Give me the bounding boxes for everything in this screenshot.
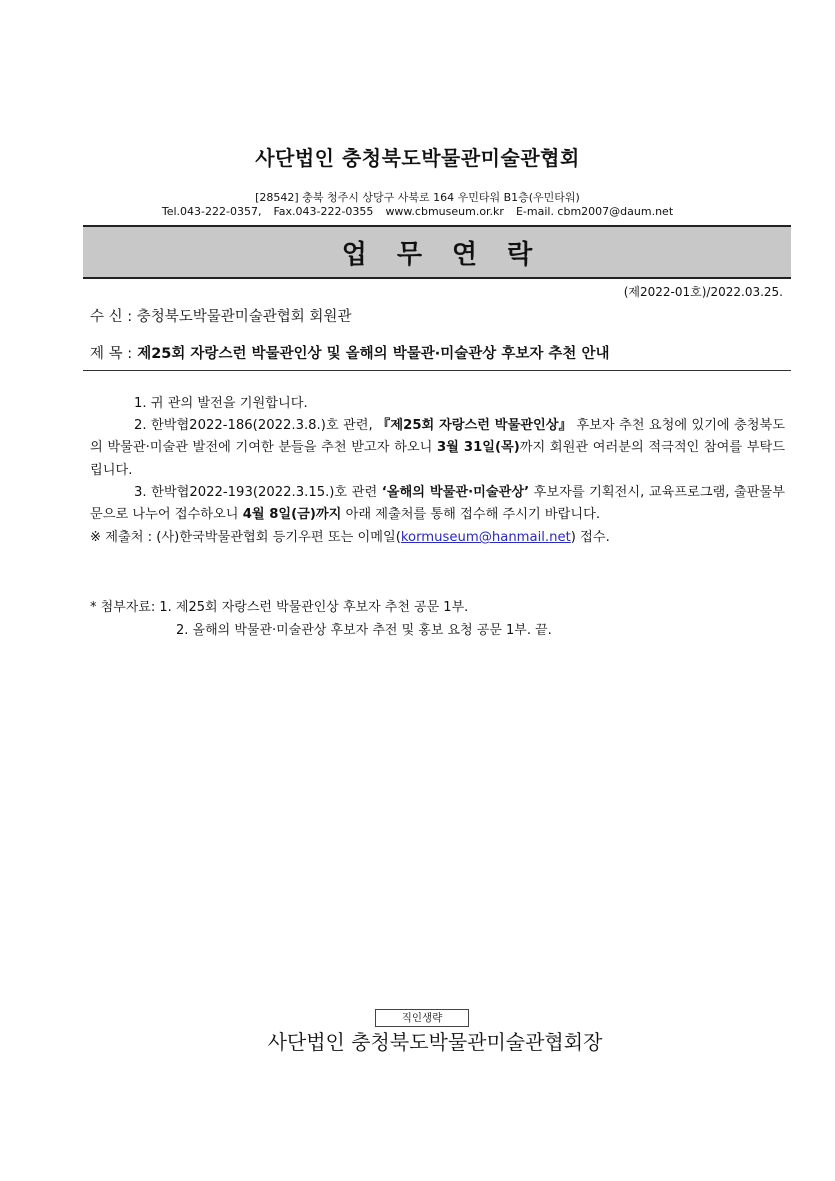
paragraph-2-part: 후보자 추천 요청에 있기에 충청북도의 박물관·미술관 발전에 기여한 분들을 추천 받고자 하오니 — [90, 418, 786, 456]
fax-number: Fax.043-222-0355 — [273, 205, 374, 218]
paragraph-3-part: 후보자를 기획전시, 교육프로그램, 출판물부문으로 나누어 접수하오니 — [90, 485, 785, 523]
website-link[interactable]: www.cbmuseum.or.kr — [385, 205, 504, 218]
organization-address: [28542] 충북 청주시 상당구 사북로 164 우민타워 B1층(우민타워) — [255, 191, 580, 204]
deadline-1-bold: 3월 31일(목) — [436, 440, 520, 456]
subject-divider — [83, 370, 791, 371]
paragraph-2 — [90, 415, 785, 482]
paragraph-3-part: 3. 한박협2022-193(2022.3.15.)호 관련 — [134, 485, 382, 500]
recipient-label: 수 신 : — [90, 309, 133, 325]
paragraph-3 — [90, 482, 785, 527]
tel-number: Tel.043-222-0357, — [161, 205, 262, 218]
email-address[interactable]: E-mail. cbm2007@daum.net — [515, 205, 674, 218]
deadline-2-bold: 4월 8일(금)까지 — [242, 507, 342, 523]
attachment-line-2: 2. 올해의 박물관·미술관상 후보자 추전 및 홍보 요청 공문 1부. 끝. — [176, 623, 552, 638]
subject-line — [90, 342, 609, 363]
award-name-bold: 『제25회 자랑스런 박물관인상』 — [377, 418, 573, 433]
paragraph-2-part: 2. 한박협2022-186(2022.3.8.)호 관련, — [134, 418, 378, 433]
submission-note — [90, 527, 785, 549]
paragraph-2-part: 까지 회원관 여러분의 적극적인 참여를 부탁드립니다. — [90, 440, 785, 478]
document-number: (제2022-01호)/2022.03.25. — [623, 285, 783, 299]
document-banner — [83, 225, 791, 279]
note-text: ※ 제출처 : (사)한국박물관협회 등기우편 또는 이메일( — [90, 530, 401, 545]
organization-title: 사단법인 충청북도박물관미술관협회 — [255, 146, 580, 170]
attachment-line-1: * 첨부자료: 1. 제25회 자랑스런 박물관인상 후보자 추천 공문 1부. — [90, 600, 469, 615]
paragraph-3-part: 아래 제출처를 통해 접수해 주시기 바랍니다. — [341, 507, 601, 523]
note-text: ) 접수. — [570, 530, 610, 545]
award-2-name-bold: ‘올해의 박물관·미술관상’ — [381, 485, 530, 500]
banner-title: 업무연락 — [341, 239, 563, 270]
submission-email-link[interactable]: kormuseum@hanmail.net — [400, 530, 571, 545]
subject-value: 제25회 자랑스런 박물관인상 및 올해의 박물관·미술관상 후보자 추천 안내 — [137, 346, 610, 362]
paragraph-1: 1. 귀 관의 발전을 기원합니다. — [134, 396, 308, 411]
recipient-value: 충청북도박물관미술관협회 회원관 — [136, 309, 352, 325]
organization-contacts — [0, 205, 835, 218]
recipient-line — [90, 305, 351, 326]
seal-omitted-box: 직인생략 — [375, 1009, 469, 1027]
signer-name: 사단법인 충청북도박물관미술관협회장 — [267, 1030, 603, 1054]
subject-label: 제 목 : — [90, 346, 133, 362]
